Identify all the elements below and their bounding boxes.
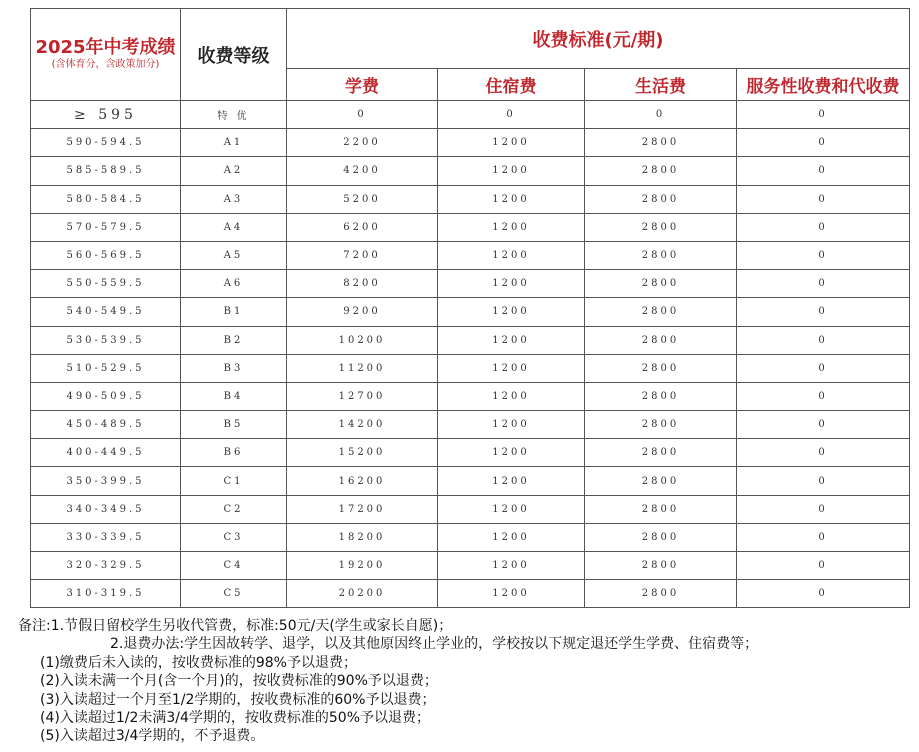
note-line: (2)入读未满一个月(含一个月)的，按收费标准的90%予以退费；	[40, 673, 438, 690]
cell-tuition: 19200	[287, 552, 438, 580]
column-header-living: 生活费	[585, 69, 737, 101]
cell-grade: A2	[181, 157, 287, 185]
note-line: (5)入读超过3/4学期的，不予退费。	[40, 728, 265, 745]
cell-living: 2800	[585, 552, 737, 580]
table-row	[31, 129, 910, 157]
cell-dorm: 1200	[438, 326, 585, 354]
cell-tuition: 9200	[287, 298, 438, 326]
cell-score: 570-579.5	[31, 213, 181, 241]
cell-service: 0	[737, 185, 910, 213]
table-row	[31, 354, 910, 382]
cell-grade: B1	[181, 298, 287, 326]
cell-grade: A1	[181, 129, 287, 157]
cell-tuition: 17200	[287, 495, 438, 523]
cell-dorm: 1200	[438, 213, 585, 241]
cell-tuition: 10200	[287, 326, 438, 354]
cell-living: 2800	[585, 523, 737, 551]
score-header-note: (含体育分，含政策加分)	[51, 58, 160, 70]
cell-living: 2800	[585, 129, 737, 157]
cell-living: 2800	[585, 411, 737, 439]
cell-service: 0	[737, 298, 910, 326]
cell-dorm: 1200	[438, 354, 585, 382]
table-row	[31, 213, 910, 241]
cell-service: 0	[737, 552, 910, 580]
cell-service: 0	[737, 157, 910, 185]
cell-dorm: 1200	[438, 241, 585, 269]
cell-dorm: 1200	[438, 495, 585, 523]
cell-tuition: 12700	[287, 382, 438, 410]
cell-living: 2800	[585, 241, 737, 269]
cell-grade: A3	[181, 185, 287, 213]
cell-grade: B6	[181, 439, 287, 467]
cell-grade: C1	[181, 467, 287, 495]
cell-living: 2800	[585, 326, 737, 354]
cell-score: 530-539.5	[31, 326, 181, 354]
cell-service: 0	[737, 467, 910, 495]
cell-dorm: 1200	[438, 580, 585, 608]
cell-service: 0	[737, 129, 910, 157]
cell-dorm: 1200	[438, 129, 585, 157]
cell-score: 580-584.5	[31, 185, 181, 213]
cell-score: 540-549.5	[31, 298, 181, 326]
cell-service: 0	[737, 580, 910, 608]
cell-living: 2800	[585, 439, 737, 467]
cell-living: 2800	[585, 270, 737, 298]
cell-service: 0	[737, 354, 910, 382]
table-row	[31, 101, 910, 129]
cell-score: 490-509.5	[31, 382, 181, 410]
cell-grade: C5	[181, 580, 287, 608]
cell-living: 2800	[585, 213, 737, 241]
grade-header: 收费等级	[181, 9, 287, 101]
cell-grade: C3	[181, 523, 287, 551]
cell-tuition: 18200	[287, 523, 438, 551]
table-row	[31, 298, 910, 326]
cell-dorm: 1200	[438, 411, 585, 439]
cell-grade: A6	[181, 270, 287, 298]
cell-grade: C4	[181, 552, 287, 580]
cell-living: 2800	[585, 495, 737, 523]
table-row	[31, 523, 910, 551]
table-row	[31, 439, 910, 467]
cell-dorm: 1200	[438, 467, 585, 495]
cell-grade: A5	[181, 241, 287, 269]
cell-score: 330-339.5	[31, 523, 181, 551]
note-line: 备注:1.节假日留校学生另收代管费，标准:50元/天(学生或家长自愿)；	[18, 618, 453, 634]
cell-tuition: 14200	[287, 411, 438, 439]
cell-grade: B2	[181, 326, 287, 354]
cell-dorm: 1200	[438, 523, 585, 551]
cell-grade: A4	[181, 213, 287, 241]
cell-service: 0	[737, 270, 910, 298]
cell-grade: B3	[181, 354, 287, 382]
column-header-service: 服务性收费和代收费	[737, 69, 910, 101]
cell-grade: B5	[181, 411, 287, 439]
cell-tuition: 11200	[287, 354, 438, 382]
column-header-dorm: 住宿费	[438, 69, 585, 101]
cell-dorm: 1200	[438, 185, 585, 213]
cell-service: 0	[737, 439, 910, 467]
cell-score: 310-319.5	[31, 580, 181, 608]
table-row	[31, 326, 910, 354]
standard-header: 收费标准(元/期)	[287, 9, 910, 69]
cell-tuition: 8200	[287, 270, 438, 298]
notes	[18, 617, 908, 746]
cell-service: 0	[737, 213, 910, 241]
cell-dorm: 1200	[438, 157, 585, 185]
score-header-title: 2025年中考成绩	[35, 36, 176, 58]
cell-dorm: 1200	[438, 552, 585, 580]
cell-score: 450-489.5	[31, 411, 181, 439]
note-line: (3)入读超过一个月至1/2学期的，按收费标准的60%予以退费；	[40, 691, 436, 708]
cell-tuition: 2200	[287, 129, 438, 157]
column-header-tuition: 学费	[287, 69, 438, 101]
cell-living: 0	[585, 101, 737, 129]
cell-dorm: 1200	[438, 382, 585, 410]
cell-score: 510-529.5	[31, 354, 181, 382]
cell-service: 0	[737, 523, 910, 551]
table-row	[31, 467, 910, 495]
cell-dorm: 1200	[438, 270, 585, 298]
table-row	[31, 382, 910, 410]
cell-tuition: 15200	[287, 439, 438, 467]
cell-service: 0	[737, 495, 910, 523]
table-row	[31, 411, 910, 439]
cell-tuition: 4200	[287, 157, 438, 185]
cell-service: 0	[737, 326, 910, 354]
cell-score: 350-399.5	[31, 467, 181, 495]
table-row	[31, 270, 910, 298]
cell-dorm: 0	[438, 101, 585, 129]
cell-score: 340-349.5	[31, 495, 181, 523]
table-row	[31, 157, 910, 185]
cell-living: 2800	[585, 298, 737, 326]
cell-tuition: 16200	[287, 467, 438, 495]
cell-service: 0	[737, 411, 910, 439]
cell-living: 2800	[585, 467, 737, 495]
cell-dorm: 1200	[438, 439, 585, 467]
cell-score: ≥ 595	[31, 101, 181, 129]
cell-score: 585-589.5	[31, 157, 181, 185]
cell-grade: C2	[181, 495, 287, 523]
cell-grade: B4	[181, 382, 287, 410]
cell-living: 2800	[585, 580, 737, 608]
cell-score: 560-569.5	[31, 241, 181, 269]
cell-score: 590-594.5	[31, 129, 181, 157]
cell-living: 2800	[585, 382, 737, 410]
fee-table-body	[31, 101, 910, 608]
cell-dorm: 1200	[438, 298, 585, 326]
cell-service: 0	[737, 101, 910, 129]
note-line: (1)缴费后未入读的，按收费标准的98%予以退费；	[40, 654, 357, 671]
cell-score: 320-329.5	[31, 552, 181, 580]
cell-living: 2800	[585, 185, 737, 213]
cell-score: 550-559.5	[31, 270, 181, 298]
cell-tuition: 7200	[287, 241, 438, 269]
table-row	[31, 552, 910, 580]
cell-grade: 特 优	[181, 101, 287, 129]
cell-tuition: 20200	[287, 580, 438, 608]
note-line: (4)入读超过1/2未满3/4学期的，按收费标准的50%予以退费；	[40, 710, 431, 727]
cell-tuition: 6200	[287, 213, 438, 241]
cell-score: 400-449.5	[31, 439, 181, 467]
cell-living: 2800	[585, 354, 737, 382]
fee-table	[30, 8, 910, 608]
cell-tuition: 0	[287, 101, 438, 129]
table-row	[31, 185, 910, 213]
table-row	[31, 495, 910, 523]
score-header	[31, 9, 181, 101]
table-row	[31, 241, 910, 269]
table-row	[31, 580, 910, 608]
cell-tuition: 5200	[287, 185, 438, 213]
cell-service: 0	[737, 241, 910, 269]
note-line: 2.退费办法:学生因故转学、退学，以及其他原因终止学业的，学校按以下规定退还学生学费、住宿费等；	[110, 636, 759, 653]
cell-service: 0	[737, 382, 910, 410]
cell-living: 2800	[585, 157, 737, 185]
